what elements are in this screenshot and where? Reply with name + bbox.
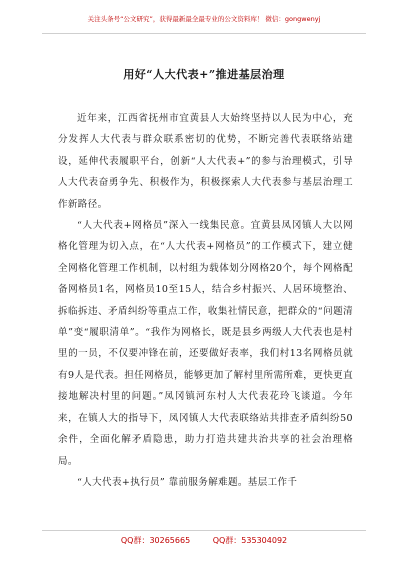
paragraph-grid-workers: “人大代表+网格员”深入一线集民意。宜黄县凤冈镇人大以网格化管理为切入点，在“人大代表+网格员”的工作模式下，建立健全网格化管理工作机制，以村组为载体划分网格20个，每个网格配备网格员1名，网格员10至15人，结合乡村振兴、人居环境整治、拆临拆违、矛盾纠纷等重点工作，收集社情民意，把群众的“问题清单”变“履职清单”。“我作为网格长，既是县乡两级人大代表也是村里的一员，不仅要冲锋在前，还要做好表率，我们村13名网格员就有9人是代表。担任网格员，能够更加了解村里所需所难，更快更直接地解决村里的问题。”凤冈镇河东村人大代表花玲飞谈道。今年来，在镇人大的指导下，凤冈镇人大代表联络站共排查矛盾纠纷50余件，全面化解矛盾隐患，助力打造共建共治共享的社会治理格局。 xyxy=(58,220,353,467)
paragraph-executors: “人大代表+执行员” 靠前服务解难题。基层工作千 xyxy=(77,476,298,488)
footer-divider xyxy=(42,530,366,531)
paragraph-intro: 近年来，江西省抚州市宜黄县人大始终坚持以人民为中心，充分发挥人大代表与群众联系密切的优势，不断完善代表联络站建设，延伸代表履职平台，创新“人大代表+”的参与治理模式，引导人大代表奋勇争先、积极作为，积极探索人大代表参与基层治理工作新路径。 xyxy=(58,113,353,210)
footer-contacts xyxy=(0,535,408,546)
document-title: 用好“人大代表+”推进基层治理 xyxy=(123,68,285,81)
footer-qq-group-1: QQ群：30265665 xyxy=(120,536,191,545)
footer-qq-group-2: QQ群：535304092 xyxy=(212,536,288,545)
header-divider xyxy=(42,33,366,34)
document-body xyxy=(58,108,353,493)
header-banner: 关注头条号“公文研究”，获得最新最全最专业的公文资料库！ 微信：gongwenyj xyxy=(87,15,321,23)
